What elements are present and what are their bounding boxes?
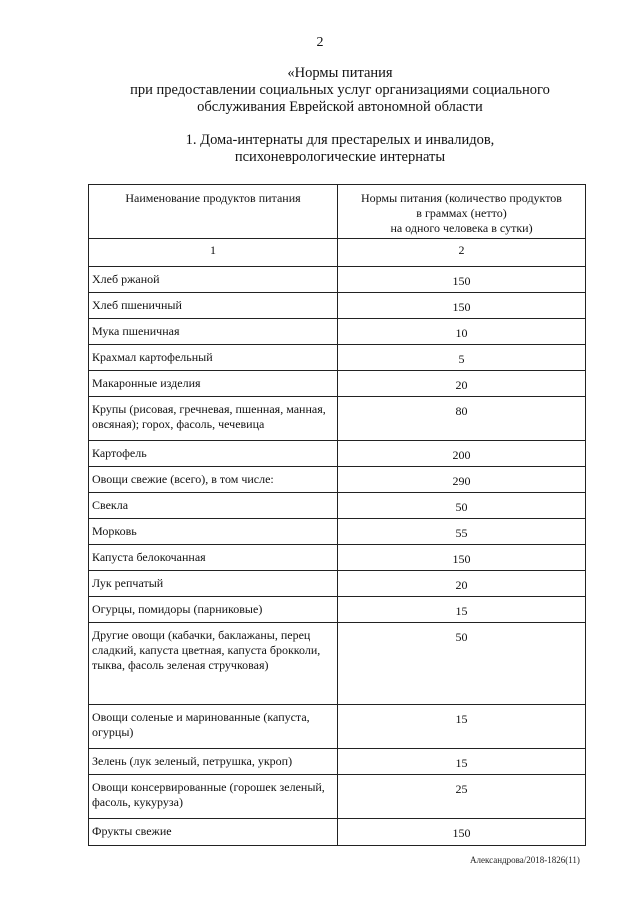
table-row [89,293,586,319]
norm-value-cell: 10 [338,319,586,345]
product-name-cell: Макаронные изделия [89,371,338,397]
norm-value-cell: 150 [338,545,586,571]
title-line-2: при предоставлении социальных услуг организациями социального [130,82,550,98]
product-name-cell: Картофель [89,441,338,467]
product-name-cell: Фрукты свежие [89,819,338,846]
column-number-2: 2 [338,239,586,267]
norm-value-cell: 200 [338,441,586,467]
product-name-cell: Хлеб пшеничный [89,293,338,319]
norm-value-cell: 50 [338,623,586,705]
nutrition-norms-table [88,184,586,846]
table-row [89,441,586,467]
header-norm [338,185,586,239]
norm-value-cell: 80 [338,397,586,441]
column-number-row [89,239,586,267]
product-name-cell: Хлеб ржаной [89,267,338,293]
title-line-3: обслуживания Еврейской автономной области [197,99,483,115]
product-name-cell: Крахмал картофельный [89,345,338,371]
product-name-cell: Овощи свежие (всего), в том числе: [89,467,338,493]
product-name-cell: Мука пшеничная [89,319,338,345]
table-body [89,239,586,846]
table-row [89,345,586,371]
table-header-row [89,185,586,239]
document-title [60,65,620,116]
product-name-cell: Свекла [89,493,338,519]
product-name-cell: Зелень (лук зеленый, петрушка, укроп) [89,749,338,775]
norm-value-cell: 50 [338,493,586,519]
table-row [89,371,586,397]
norm-value-cell: 25 [338,775,586,819]
product-name-cell: Капуста белокочанная [89,545,338,571]
norm-value-cell: 150 [338,293,586,319]
table-row [89,749,586,775]
product-name-cell: Огурцы, помидоры (парниковые) [89,597,338,623]
norm-value-cell: 20 [338,371,586,397]
norm-value-cell: 15 [338,597,586,623]
norm-value-cell: 20 [338,571,586,597]
section-line-1: 1. Дома-интернаты для престарелых и инвалидов, [185,132,495,148]
norm-value-cell: 15 [338,749,586,775]
document-footer-code: Александрова/2018-1826(11) [470,855,580,865]
section-heading [60,132,620,166]
norm-value-cell: 150 [338,267,586,293]
header-product-name: Наименование продуктов питания [89,185,338,239]
table-row [89,819,586,846]
table-row [89,319,586,345]
section-line-2: психоневрологические интернаты [234,149,446,165]
table-row [89,571,586,597]
header-norm-line-2: в граммах (нетто) [416,206,507,220]
norm-value-cell: 5 [338,345,586,371]
norm-value-cell: 150 [338,819,586,846]
header-norm-line-1: Нормы питания (количество продуктов [361,191,562,205]
norm-value-cell: 290 [338,467,586,493]
table-row [89,519,586,545]
table-row [89,597,586,623]
table-row [89,775,586,819]
product-name-cell: Овощи консервированные (горошек зеленый, фасоль, кукуруза) [89,775,338,819]
header-norm-line-3: на одного человека в сутки) [390,221,533,235]
product-name-cell: Крупы (рисовая, гречневая, пшенная, манная, овсяная); горох, фасоль, чечевица [89,397,338,441]
norm-value-cell: 55 [338,519,586,545]
column-number-1: 1 [89,239,338,267]
product-name-cell: Овощи соленые и маринованные (капуста, огурцы) [89,705,338,749]
norm-value-cell: 15 [338,705,586,749]
table-row [89,267,586,293]
title-line-1: «Нормы питания [287,65,393,81]
product-name-cell: Лук репчатый [89,571,338,597]
page-number: 2 [316,35,324,50]
table-row [89,467,586,493]
table-row [89,397,586,441]
table-row [89,493,586,519]
table-row [89,623,586,705]
table-row [89,545,586,571]
product-name-cell: Морковь [89,519,338,545]
product-name-cell: Другие овощи (кабачки, баклажаны, перец сладкий, капуста цветная, капуста брокколи, тыква, фасоль зеленая стручковая) [89,623,338,705]
table-row [89,705,586,749]
